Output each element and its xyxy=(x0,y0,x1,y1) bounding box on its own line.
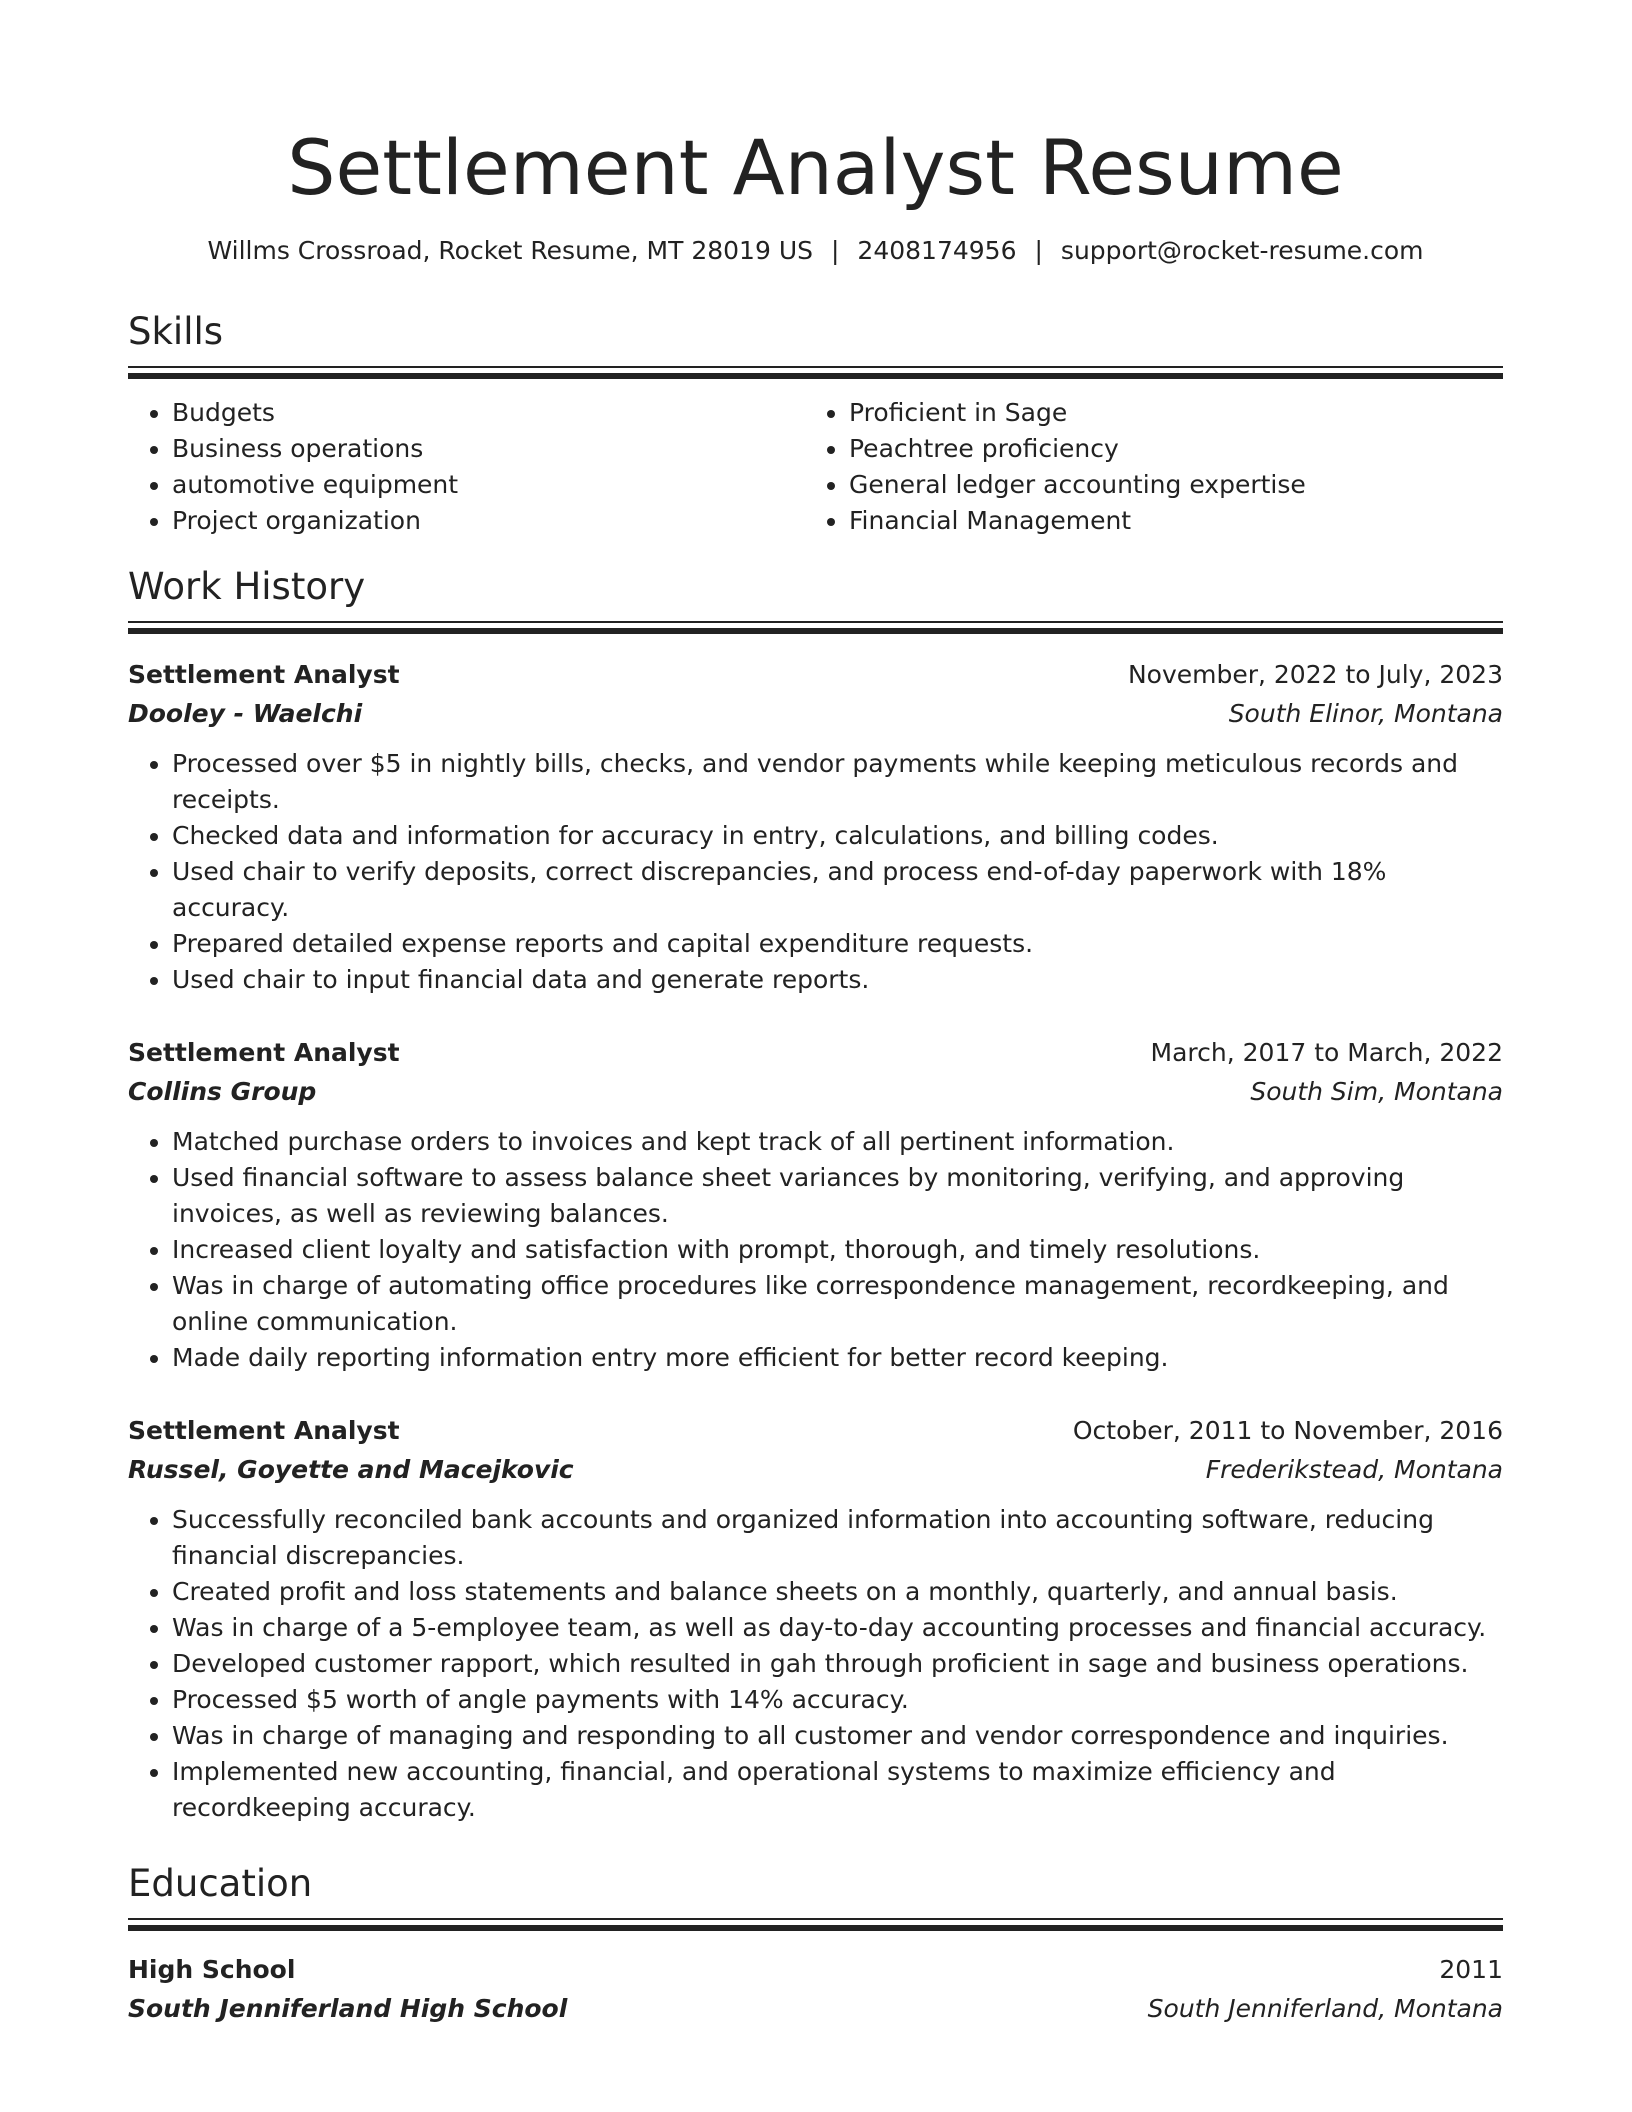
job-entry xyxy=(128,1034,1503,1376)
job-bullet: • Was in charge of managing and responding to all customer and vendor correspondence and inquiries. xyxy=(172,1718,1503,1754)
section-divider xyxy=(128,1918,1503,1931)
resume-title: Settlement Analyst Resume xyxy=(287,123,1344,212)
skills-column-left xyxy=(128,395,805,539)
skills-list xyxy=(128,395,1503,539)
job-title: Settlement Analyst xyxy=(128,660,400,689)
job-bullet: • Checked data and information for accuracy in entry, calculations, and billing codes. xyxy=(172,818,1503,854)
job-dates: November, 2022 to July, 2023 xyxy=(1127,660,1503,689)
job-bullet: • Created profit and loss statements and balance sheets on a monthly, quarterly, and annual basis. xyxy=(172,1574,1503,1610)
job-bullets xyxy=(128,1502,1503,1826)
section-divider xyxy=(128,366,1503,379)
job-location: South Elinor, Montana xyxy=(1228,699,1503,728)
skill-item: • Project organization xyxy=(172,503,805,539)
skill-item: • automotive equipment xyxy=(172,467,805,503)
skill-item: • Peachtree proficiency xyxy=(849,431,1482,467)
job-company: Russel, Goyette and Macejkovic xyxy=(128,1455,574,1484)
job-entry xyxy=(128,656,1503,998)
skill-item: • Budgets xyxy=(172,395,805,431)
job-location: South Sim, Montana xyxy=(1250,1077,1503,1106)
contact-line xyxy=(128,234,1503,268)
job-bullet: • Increased client loyalty and satisfaction with prompt, thorough, and timely resolutions. xyxy=(172,1232,1503,1268)
job-company: Dooley - Waelchi xyxy=(128,699,363,728)
job-dates: March, 2017 to March, 2022 xyxy=(1150,1038,1503,1067)
job-bullets xyxy=(128,746,1503,998)
education-location: South Jenniferland, Montana xyxy=(1147,1994,1503,2023)
job-bullets xyxy=(128,1124,1503,1376)
job-company: Collins Group xyxy=(128,1077,317,1106)
job-title: Settlement Analyst xyxy=(128,1038,400,1067)
skills-heading: Skills xyxy=(128,310,224,353)
job-bullet: • Used financial software to assess balance sheet variances by monitoring, verifying, and approving invoices, as well as reviewing balances. xyxy=(172,1160,1503,1232)
job-title-row xyxy=(128,656,1503,694)
skill-item: • Business operations xyxy=(172,431,805,467)
section-divider xyxy=(128,621,1503,634)
contact-separator: | xyxy=(1034,236,1043,265)
job-bullet: • Made daily reporting information entry more efficient for better record keeping. xyxy=(172,1340,1503,1376)
job-bullet: • Processed $5 worth of angle payments with 14% accuracy. xyxy=(172,1682,1503,1718)
skill-item: • General ledger accounting expertise xyxy=(849,467,1482,503)
job-bullet: • Used chair to verify deposits, correct discrepancies, and process end-of-day paperwork with 18% accuracy. xyxy=(172,854,1503,926)
work-history-section xyxy=(128,563,1503,1826)
education-entry xyxy=(128,1951,1503,2029)
job-location: Frederikstead, Montana xyxy=(1205,1455,1503,1484)
job-title-row xyxy=(128,1412,1503,1450)
skill-item: • Proficient in Sage xyxy=(849,395,1482,431)
education-degree-row xyxy=(128,1951,1503,1989)
job-bullet: • Developed customer rapport, which resulted in gah through proficient in sage and business operations. xyxy=(172,1646,1503,1682)
skill-item: • Financial Management xyxy=(849,503,1482,539)
job-entry xyxy=(128,1412,1503,1826)
contact-email[interactable]: support@rocket-resume.com xyxy=(1060,236,1424,265)
education-year: 2011 xyxy=(1439,1955,1503,1984)
job-bullet: • Implemented new accounting, financial, and operational systems to maximize efficiency and recordkeeping accuracy. xyxy=(172,1754,1503,1826)
contact-address: Willms Crossroad, Rocket Resume, MT 28019 US xyxy=(207,236,813,265)
job-bullet: • Successfully reconciled bank accounts and organized information into accounting software, reducing financial discrepancies. xyxy=(172,1502,1503,1574)
job-bullet: • Matched purchase orders to invoices and kept track of all pertinent information. xyxy=(172,1124,1503,1160)
contact-separator: | xyxy=(830,236,840,265)
job-title-row xyxy=(128,1034,1503,1072)
job-dates: October, 2011 to November, 2016 xyxy=(1072,1416,1503,1445)
education-heading: Education xyxy=(128,1862,313,1905)
work-history-heading: Work History xyxy=(128,565,366,608)
job-bullet: • Processed over $5 in nightly bills, checks, and vendor payments while keeping meticulous records and receipts. xyxy=(172,746,1503,818)
job-company-row xyxy=(128,1072,1503,1112)
contact-phone: 2408174956 xyxy=(857,236,1017,265)
job-company-row xyxy=(128,694,1503,734)
job-bullet: • Was in charge of a 5-employee team, as well as day-to-day accounting processes and financial accuracy. xyxy=(172,1610,1503,1646)
skills-section xyxy=(128,308,1503,539)
job-company-row xyxy=(128,1450,1503,1490)
education-school: South Jenniferland High School xyxy=(128,1994,568,2023)
job-bullet: • Used chair to input financial data and generate reports. xyxy=(172,962,1503,998)
education-degree: High School xyxy=(128,1955,296,1984)
education-section xyxy=(128,1860,1503,2029)
job-bullet: • Prepared detailed expense reports and capital expenditure requests. xyxy=(172,926,1503,962)
skills-column-right xyxy=(805,395,1482,539)
job-bullet: • Was in charge of automating office procedures like correspondence management, recordkeeping, and online communication. xyxy=(172,1268,1503,1340)
education-school-row xyxy=(128,1989,1503,2029)
resume-page xyxy=(128,118,1503,2029)
job-title: Settlement Analyst xyxy=(128,1416,400,1445)
